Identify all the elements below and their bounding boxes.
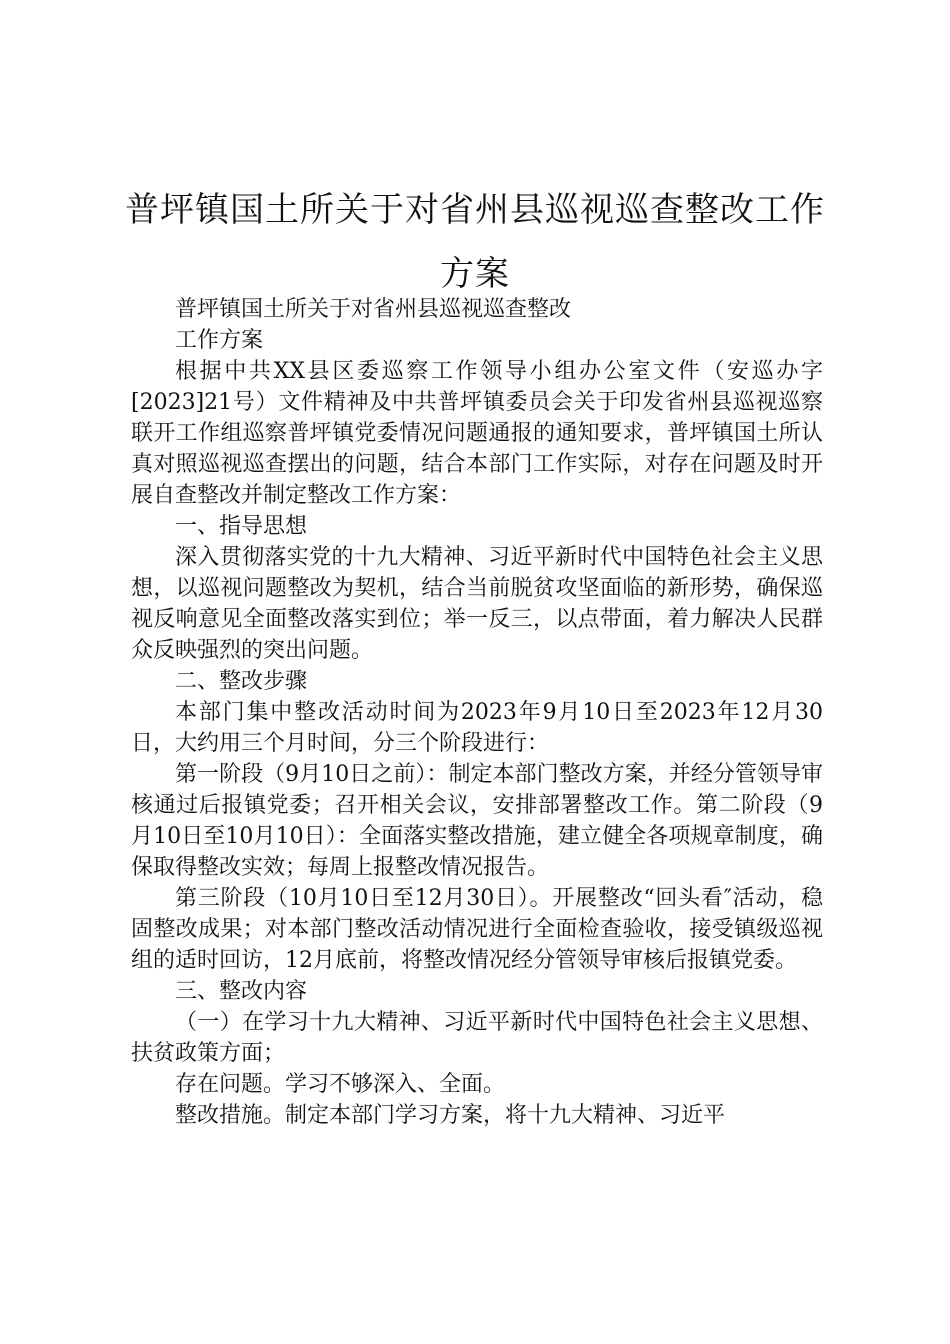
document-title: 普坪镇国土所关于对省州县巡视巡查整改工作方案 — [125, 190, 825, 294]
section-heading: 三、整改内容 — [175, 979, 308, 1004]
document-body — [131, 294, 823, 1131]
paragraph: 存在问题。学习不够深入、全面。 — [175, 1072, 506, 1097]
paragraph: （一）在学习十九大精神、习近平新时代中国特色社会主义思想、扶贫政策方面； — [131, 1010, 823, 1066]
section-heading: 一、指导思想 — [175, 514, 308, 539]
paragraph: 整改措施。制定本部门学习方案，将十九大精神、习近平 — [175, 1103, 726, 1128]
paragraph: 本部门集中整改活动时间为2023年9月10日至2023年12月30日，大约用三个月时间，分三个阶段进行： — [131, 700, 823, 756]
paragraph: 普坪镇国土所关于对省州县巡视巡查整改 — [175, 297, 572, 322]
section-heading: 二、整改步骤 — [175, 669, 308, 694]
paragraph: 深入贯彻落实党的十九大精神、习近平新时代中国特色社会主义思想，以巡视问题整改为契机，结合当前脱贫攻坚面临的新形势，确保巡视反响意见全面整改落实到位；举一反三，以点带面，着力解决人民群众反映强烈的突出问题。 — [131, 545, 823, 663]
paragraph: 根据中共XX县区委巡察工作领导小组办公室文件（安巡办字[2023]21号）文件精神及中共普坪镇委员会关于印发省州县巡视巡察联开工作组巡察普坪镇党委情况问题通报的通知要求，普坪镇国土所认真对照巡视巡查摆出的问题，结合本部门工作实际，对存在问题及时开展自查整改并制定整改工作方案： — [131, 359, 823, 508]
paragraph: 工作方案 — [175, 328, 264, 353]
paragraph: 第一阶段（9月10日之前）：制定本部门整改方案，并经分管领导审核通过后报镇党委；召开相关会议，安排部署整改工作。第二阶段（9月10日至10月10日）：全面落实整改措施，建立健全各项规章制度，确保取得整改实效；每周上报整改情况报告。 — [131, 762, 823, 880]
paragraph: 第三阶段（10月10日至12月30日）。开展整改“回头看″活动，稳固整改成果；对本部门整改活动情况进行全面检查验收，接受镇级巡视组的适时回访，12月底前，将整改情况经分管领导审核后报镇党委。 — [131, 886, 823, 973]
